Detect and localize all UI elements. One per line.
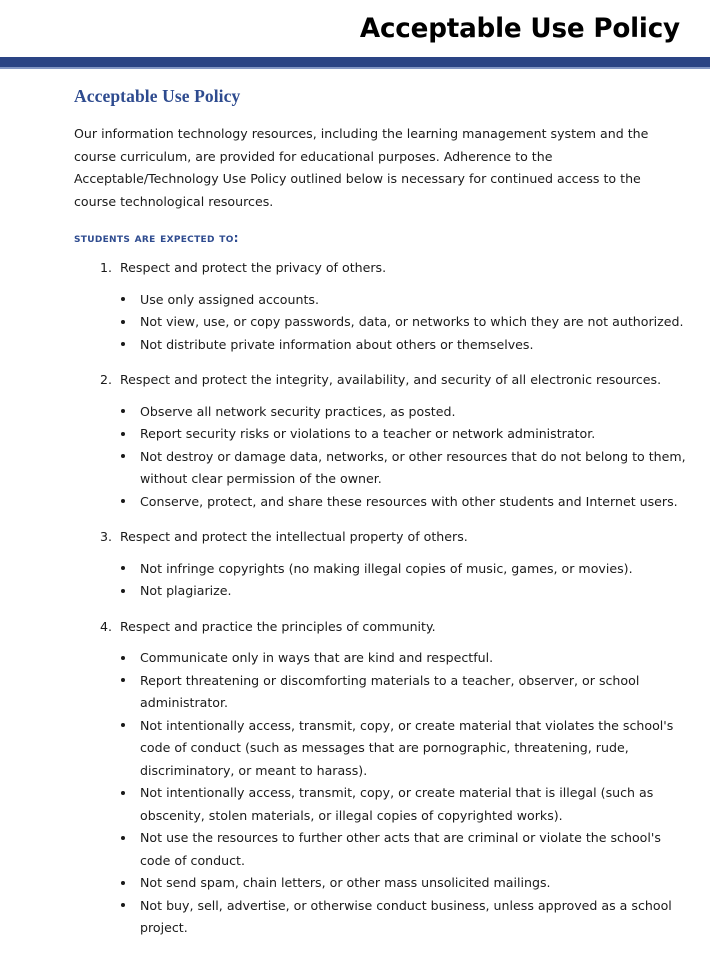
dot-bullet-icon: [121, 334, 125, 357]
sublist-item-text: Observe all network security practices, as posted.: [140, 403, 456, 419]
running-header: [0, 0, 720, 57]
policy-sublist: [120, 558, 688, 603]
policy-sublist-item: [120, 446, 688, 491]
list-subheading: students are expected to:: [74, 231, 239, 245]
policy-sublist-item: [120, 670, 688, 715]
dot-bullet-icon: [121, 647, 125, 670]
dot-bullet-icon: [121, 446, 125, 469]
header-divider-accent: [0, 67, 710, 69]
sublist-item-text: Not use the resources to further other acts that are criminal or violate the school's code of conduct.: [140, 830, 661, 868]
policy-list-item: [74, 616, 688, 940]
header-divider-rule: [0, 57, 710, 67]
policy-sublist-item: [120, 289, 688, 312]
sublist-item-text: Conserve, protect, and share these resources with other students and Internet users.: [140, 493, 678, 509]
sublist-item-text: Not send spam, chain letters, or other mass unsolicited mailings.: [140, 875, 551, 890]
policy-sublist-item: [120, 401, 688, 424]
dot-bullet-icon: [121, 423, 125, 446]
sublist-item-text: Report security risks or violations to a teacher or network administrator.: [140, 426, 596, 441]
document-header-title: Acceptable Use Policy: [359, 13, 680, 44]
policy-sublist-item: [120, 334, 688, 357]
sublist-item-text: Not buy, sell, advertise, or otherwise conduct business, unless approved as a school project.: [140, 897, 672, 935]
policy-sublist: [120, 289, 688, 357]
dot-bullet-icon: [121, 670, 125, 693]
policy-sublist-item: [120, 782, 688, 827]
policy-sublist: [120, 401, 688, 514]
document-body: [74, 86, 688, 953]
dot-bullet-icon: [121, 311, 125, 334]
list-item-number: 4.: [100, 618, 113, 634]
dot-bullet-icon: [121, 715, 125, 738]
dot-bullet-icon: [121, 827, 125, 850]
policy-sublist-item: [120, 895, 688, 940]
list-item-text: Respect and protect the integrity, availability, and security of all electronic resources.: [120, 372, 662, 387]
sublist-item-text: Not view, use, or copy passwords, data, or networks to which they are not authorized.: [140, 314, 684, 329]
policy-sublist-item: [120, 580, 688, 603]
list-item-number: 2.: [100, 372, 113, 387]
sublist-item-text: Report threatening or discomforting materials to a teacher, observer, or school administrator.: [140, 672, 640, 710]
sublist-item-text: Not infringe copyrights (no making illegal copies of music, games, or movies).: [140, 560, 633, 576]
dot-bullet-icon: [121, 401, 125, 424]
list-item-text: Respect and protect the privacy of others.: [120, 260, 387, 275]
list-item-text: Respect and practice the principles of community.: [120, 618, 436, 634]
policy-sublist-item: [120, 311, 688, 334]
policy-sublist-item: [120, 491, 688, 514]
dot-bullet-icon: [121, 782, 125, 805]
policy-sublist-item: [120, 872, 688, 895]
section-heading: Acceptable Use Policy: [74, 86, 241, 106]
policy-sublist: [120, 647, 688, 940]
policy-list-item: [74, 369, 688, 513]
policy-list: [74, 257, 688, 940]
sublist-item-text: Not plagiarize.: [140, 583, 232, 598]
sublist-item-text: Not destroy or damage data, networks, or other resources that do not belong to them, without clear permission of the owner.: [140, 448, 686, 486]
policy-list-item: [74, 526, 688, 603]
sublist-item-text: Not intentionally access, transmit, copy, or create material that is illegal (such as obscenity, stolen materials, or illegal copies of copyrighted works).: [140, 785, 654, 823]
sublist-item-text: Communicate only in ways that are kind and respectful.: [140, 650, 494, 665]
sublist-item-text: Not intentionally access, transmit, copy, or create material that violates the school's code of conduct (such as messages that are pornographic, threatening, rude, discriminatory, or meant to harass).: [140, 717, 674, 778]
dot-bullet-icon: [121, 289, 125, 312]
dot-bullet-icon: [121, 895, 125, 918]
dot-bullet-icon: [121, 491, 125, 514]
policy-sublist-item: [120, 558, 688, 581]
intro-paragraph: Our information technology resources, including the learning management system and the course curriculum, are provided for educational purposes. Adherence to the Acceptable/Technology Use Policy outlined below is necessary for continued access to the course technological resources.: [74, 126, 649, 209]
dot-bullet-icon: [121, 580, 125, 603]
dot-bullet-icon: [121, 558, 125, 581]
policy-sublist-item: [120, 715, 688, 783]
policy-sublist-item: [120, 423, 688, 446]
list-item-number: 1.: [100, 260, 113, 275]
policy-list-item: [74, 257, 688, 356]
policy-sublist-item: [120, 647, 688, 670]
list-item-text: Respect and protect the intellectual property of others.: [120, 529, 468, 544]
policy-sublist-item: [120, 827, 688, 872]
sublist-item-text: Use only assigned accounts.: [140, 291, 319, 307]
dot-bullet-icon: [121, 872, 125, 895]
list-item-number: 3.: [100, 529, 113, 544]
sublist-item-text: Not distribute private information about others or themselves.: [140, 336, 534, 352]
